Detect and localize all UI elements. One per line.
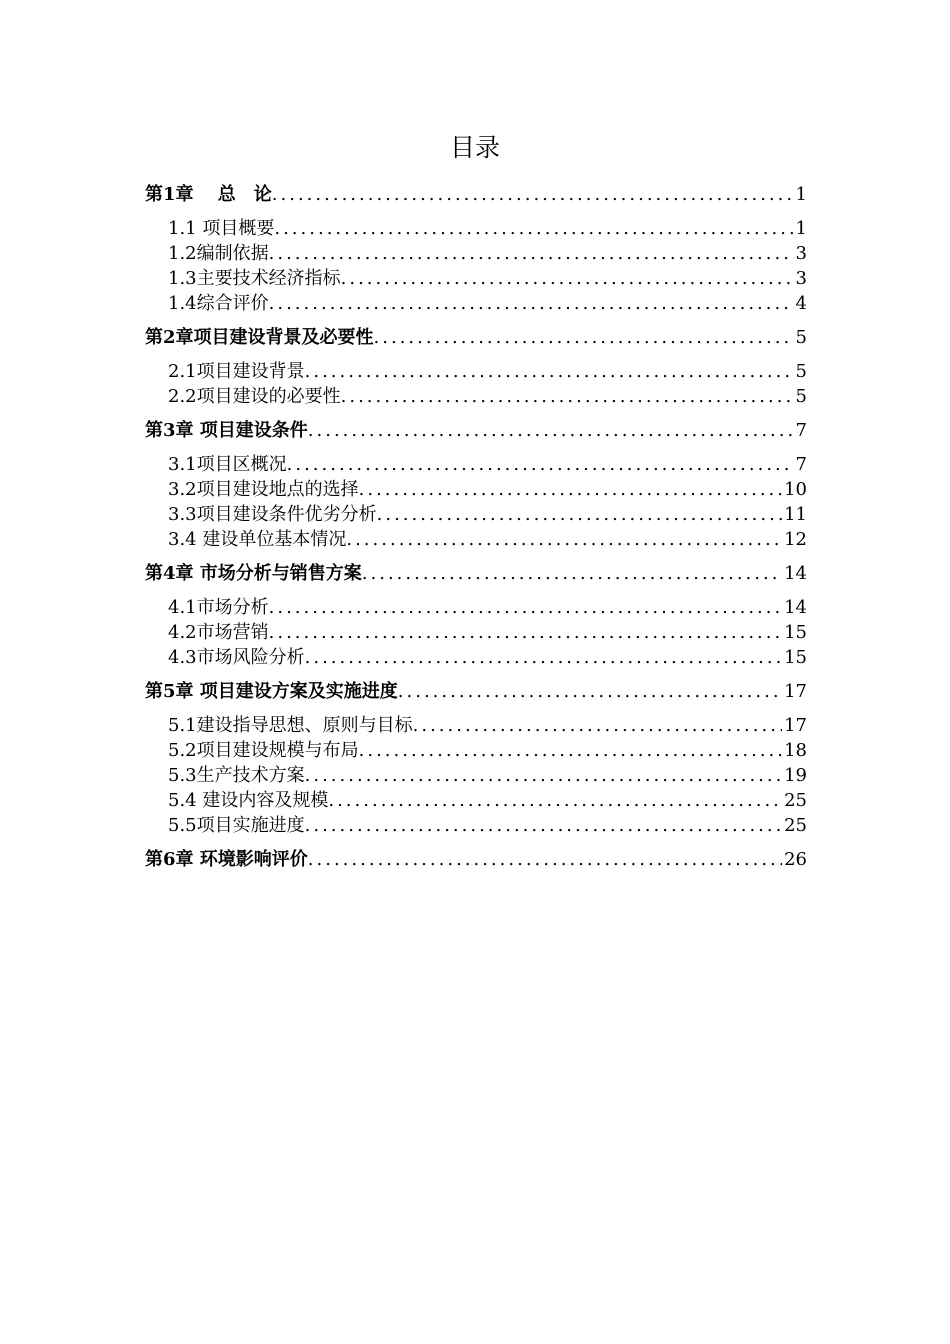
- toc-page-number: 5: [795, 386, 807, 407]
- toc-chapter-entry[interactable]: [145, 561, 807, 586]
- toc-entry-label: 1.2编制依据: [168, 243, 269, 264]
- toc-leader-dots: [308, 847, 782, 872]
- toc-entry-label: 第6章 环境影响评价: [145, 849, 308, 870]
- toc-entry-label: 5.4 建设内容及规模: [168, 790, 329, 811]
- toc-page-number: 10: [784, 479, 807, 500]
- toc-page-number: 7: [795, 454, 807, 475]
- toc-page-number: 26: [784, 849, 807, 870]
- toc-page-number: 5: [795, 327, 807, 348]
- toc-section-entry[interactable]: [145, 645, 807, 670]
- toc-leader-dots: [341, 384, 794, 409]
- toc-section-entry[interactable]: [145, 477, 807, 502]
- toc-entry-label: 第3章 项目建设条件: [145, 420, 308, 441]
- toc-section-entry[interactable]: [145, 620, 807, 645]
- toc-page-number: 14: [784, 597, 807, 618]
- toc-entry-label: 第1章 总 论: [145, 184, 272, 205]
- toc-leader-dots: [374, 325, 794, 350]
- toc-entry-label: 2.1项目建设背景: [168, 361, 305, 382]
- toc-leader-dots: [287, 452, 794, 477]
- toc-page-number: 11: [784, 504, 807, 525]
- toc-page-number: 25: [784, 815, 807, 836]
- toc-page-number: 1: [795, 218, 807, 239]
- toc-leader-dots: [308, 418, 794, 443]
- toc-title: 目录: [449, 133, 500, 162]
- toc-leader-dots: [305, 645, 782, 670]
- toc-page-number: 19: [784, 765, 807, 786]
- toc-entry-label: 4.3市场风险分析: [168, 647, 305, 668]
- toc-entry-label: 2.2项目建设的必要性: [168, 386, 341, 407]
- toc-entry-label: 4.1市场分析: [168, 597, 269, 618]
- toc-page-number: 3: [795, 243, 807, 264]
- toc-entry-label: 3.2项目建设地点的选择: [168, 479, 359, 500]
- toc-chapter-entry[interactable]: [145, 418, 807, 443]
- toc-section-entry[interactable]: [145, 384, 807, 409]
- toc-leader-dots: [413, 713, 782, 738]
- toc-page-number: 17: [784, 681, 807, 702]
- toc-page-number: 1: [795, 184, 807, 205]
- toc-page-number: 15: [784, 622, 807, 643]
- toc-entry-label: 5.2项目建设规模与布局: [168, 740, 359, 761]
- toc-leader-dots: [346, 527, 782, 552]
- toc-page-number: 12: [784, 529, 807, 550]
- toc-page-number: 5: [795, 361, 807, 382]
- toc-entry-label: 5.5项目实施进度: [168, 815, 305, 836]
- toc-entry-label: 第4章 市场分析与销售方案: [145, 563, 362, 584]
- toc-entry-label: 1.4综合评价: [168, 293, 269, 314]
- toc-page-number: 7: [795, 420, 807, 441]
- toc-section-entry[interactable]: [145, 359, 807, 384]
- toc-leader-dots: [328, 788, 782, 813]
- toc-entry-label: 4.2市场营销: [168, 622, 269, 643]
- toc-page-number: 3: [795, 268, 807, 289]
- toc-section-entry[interactable]: [145, 241, 807, 266]
- toc-page-number: 25: [784, 790, 807, 811]
- toc-entry-label: 1.1 项目概要: [168, 218, 275, 239]
- toc-entry-label: 第5章 项目建设方案及实施进度: [145, 681, 398, 702]
- toc-leader-dots: [269, 620, 782, 645]
- toc-leader-dots: [305, 763, 782, 788]
- toc-leader-dots: [377, 502, 782, 527]
- toc-section-entry[interactable]: [145, 502, 807, 527]
- toc-entry-label: 3.4 建设单位基本情况: [168, 529, 347, 550]
- toc-chapter-entry[interactable]: [145, 847, 807, 872]
- toc-leader-dots: [269, 241, 794, 266]
- toc-leader-dots: [341, 266, 794, 291]
- toc-leader-dots: [362, 561, 782, 586]
- toc-section-entry[interactable]: [145, 266, 807, 291]
- toc-leader-dots: [305, 359, 794, 384]
- toc-page-number: 18: [784, 740, 807, 761]
- toc-leader-dots: [305, 813, 782, 838]
- toc-section-entry[interactable]: [145, 291, 807, 316]
- toc-entry-label: 第2章项目建设背景及必要性: [145, 327, 374, 348]
- toc-page-number: 15: [784, 647, 807, 668]
- toc-chapter-entry[interactable]: [145, 679, 807, 704]
- toc-leader-dots: [269, 291, 794, 316]
- toc-leader-dots: [359, 738, 782, 763]
- toc-section-entry[interactable]: [145, 452, 807, 477]
- toc-leader-dots: [398, 679, 782, 704]
- toc-leader-dots: [359, 477, 782, 502]
- toc-entry-label: 3.1项目区概况: [168, 454, 287, 475]
- toc-entry-label: 3.3项目建设条件优劣分析: [168, 504, 377, 525]
- toc-section-entry[interactable]: [145, 738, 807, 763]
- toc-section-entry[interactable]: [145, 763, 807, 788]
- toc-chapter-entry[interactable]: [145, 182, 807, 207]
- toc-leader-dots: [274, 216, 793, 241]
- toc-section-entry[interactable]: [145, 595, 807, 620]
- toc-entry-label: 5.3生产技术方案: [168, 765, 305, 786]
- toc-section-entry[interactable]: [145, 788, 807, 813]
- toc-entry-label: 1.3主要技术经济指标: [168, 268, 341, 289]
- toc-section-entry[interactable]: [145, 216, 807, 241]
- table-of-contents: [145, 182, 807, 872]
- toc-entry-label: 5.1建设指导思想、原则与目标: [168, 715, 413, 736]
- toc-section-entry[interactable]: [145, 713, 807, 738]
- toc-page-number: 14: [784, 563, 807, 584]
- toc-section-entry[interactable]: [145, 813, 807, 838]
- toc-page-number: 17: [784, 715, 807, 736]
- toc-chapter-entry[interactable]: [145, 325, 807, 350]
- toc-leader-dots: [272, 182, 794, 207]
- toc-leader-dots: [269, 595, 782, 620]
- toc-section-entry[interactable]: [145, 527, 807, 552]
- toc-page-number: 4: [795, 293, 807, 314]
